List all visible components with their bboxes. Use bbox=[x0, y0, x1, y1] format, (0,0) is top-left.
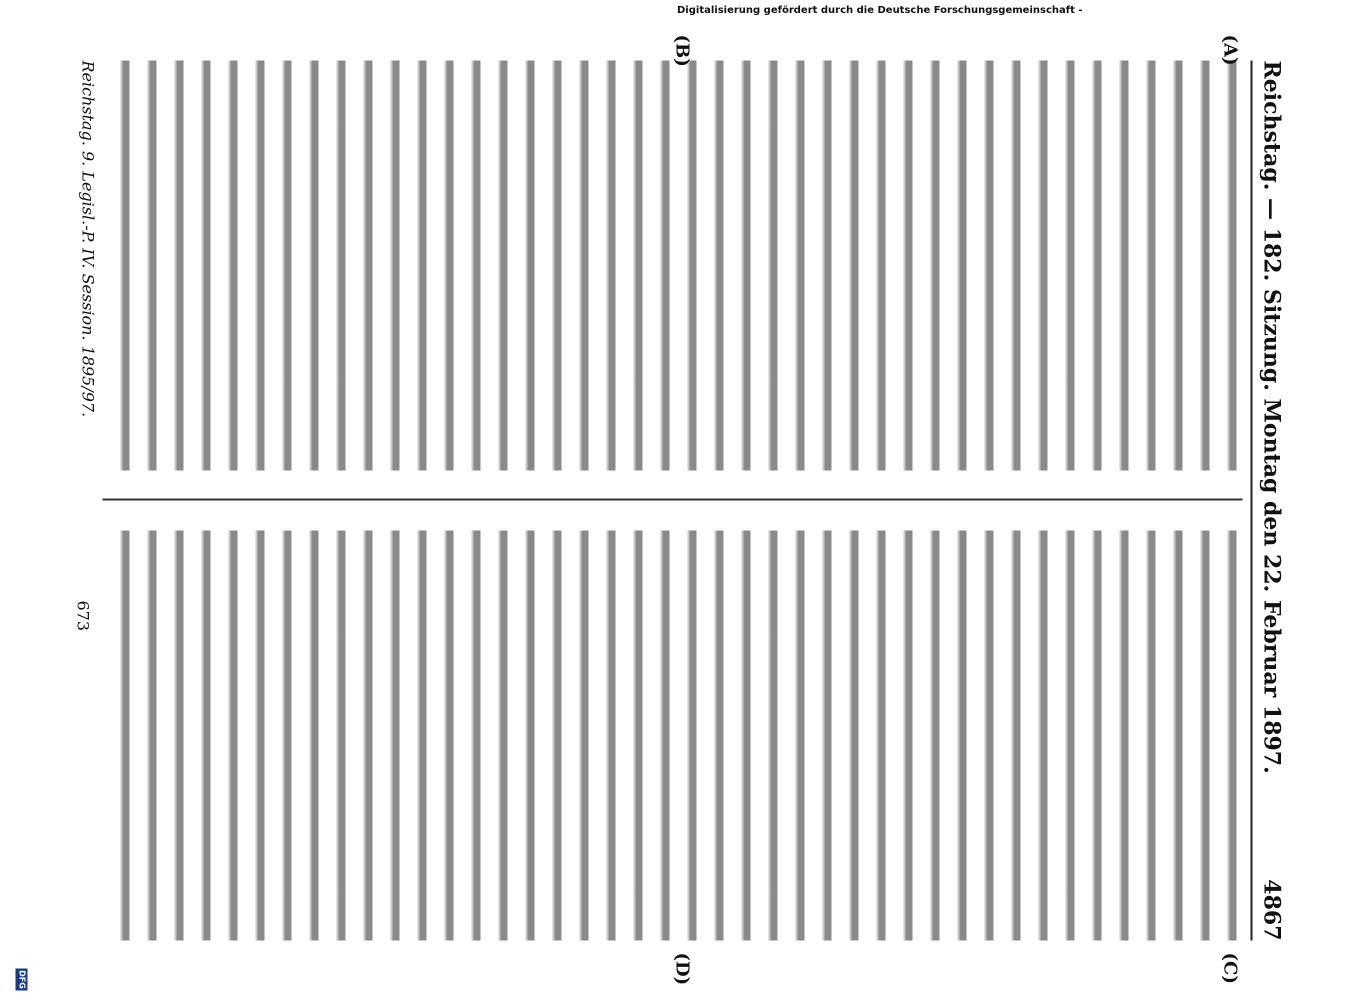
document-sheet bbox=[0, 1, 1353, 1001]
footer-print-number: 673 bbox=[73, 600, 93, 632]
margin-marker-a: (A) bbox=[1219, 34, 1241, 66]
margin-marker-c: (C) bbox=[1219, 952, 1241, 984]
page-number: 4867 bbox=[1258, 879, 1285, 941]
column-text-lines bbox=[103, 61, 1237, 471]
dfg-logo: DFG bbox=[17, 970, 27, 989]
header-session: Reichstag. — 182. Sitzung. bbox=[1258, 60, 1285, 391]
page-header bbox=[1255, 61, 1285, 941]
column-divider bbox=[103, 499, 1243, 501]
text-column-left bbox=[103, 61, 1243, 471]
header-title bbox=[1259, 61, 1285, 774]
header-date: Montag den 22. Februar 1897. bbox=[1258, 398, 1285, 774]
header-rule bbox=[1251, 61, 1253, 941]
text-column-right bbox=[103, 531, 1243, 941]
margin-marker-d: (D) bbox=[671, 952, 693, 986]
digitization-credit: Digitalisierung gefördert durch die Deutsche Forschungsgemeinschaft - bbox=[677, 5, 1083, 16]
column-text-lines bbox=[103, 531, 1237, 941]
margin-marker-b: (B) bbox=[671, 34, 693, 67]
footer-session-ref: Reichstag. 9. Legisl.-P. IV. Session. 1895/97. bbox=[78, 60, 98, 418]
